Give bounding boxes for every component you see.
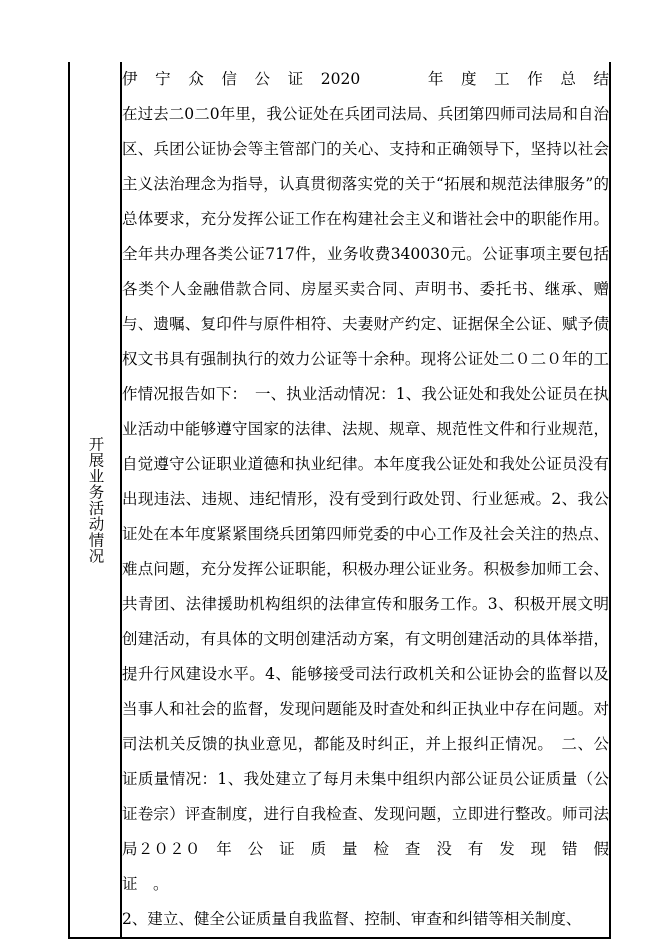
document-title: 伊 宁 众 信 公 证 2020 年 度 工 作 总 结 [122, 70, 609, 88]
table-row [69, 62, 610, 938]
report-table-body [69, 62, 625, 938]
body-paragraph: 在过去二0二0年里，我公证处在兵团司法局、兵团第四师司法局和自治区、兵团公证协会等主管部门的关心、支持和正确领导下，坚持以社会主义法治理念为指导，认真贯彻落实党的关于“拓展和规范法律服务”的总体要求，充分发挥公证工作在构建社会主义和谐社会中的职能作用。全年共办理各类公证717件，业务收费340030元。公证事项主要包括各类个人金融借款合同、房屋买卖合同、声明书、委托书、继承、赠与、遗嘱、复印件与原件相符、夫妻财产约定、证据保全公证、赋予债权文书具有强制执行的效力公证等十余种。现将公证处二０二０年的工作情况报告如下： 一、执业活动情况：1、我公证处和我处公证员在执业活动中能够遵守国家的法律、法规、规章、规范性文件和行业规范，自觉遵守公证职业道德和执业纪律。本年度我公证处和我处公证员没有出现违法、违规、违纪情形，没有受到行政处罚、行业惩戒。2、我公证处在本年度紧紧围绕兵团第四师党委的中心工作及社会关注的热点、难点问题，充分发挥公证职能，积极办理公证业务。积极参加师工会、共青团、法律援助机构组织的法律宣传和服务工作。3、积极开展文明创建活动，有具体的文明创建活动方案，有文明创建活动的具体举措，提升行风建设水平。4、能够接受司法行政机关和公证协会的监督以及当事人和社会的监督，发现问题能及时查处和纠正执业中存在问题。对司法机关反馈的执业意见，都能及时纠正，并上报纠正情况。 二、公证质量情况：1、我处建立了每月未集中组织内部公证员公证质量（公证卷宗）评查制度，进行自我检查、发现问题，立即进行整改。师司法局２０２０ 年 公 证 质 量 检 查 没 有 发 现 错 假 证 。 [122, 105, 625, 893]
row-label-cell [69, 62, 121, 938]
row-content-cell [121, 62, 625, 938]
vertical-label-wrapper [70, 62, 120, 937]
report-table [68, 62, 625, 939]
row-label-text: 开展业务活动情况 [86, 435, 105, 564]
body-paragraph-continued: 2、建立、健全公证质量自我监督、控制、审查和纠错等相关制度、 [122, 910, 582, 928]
